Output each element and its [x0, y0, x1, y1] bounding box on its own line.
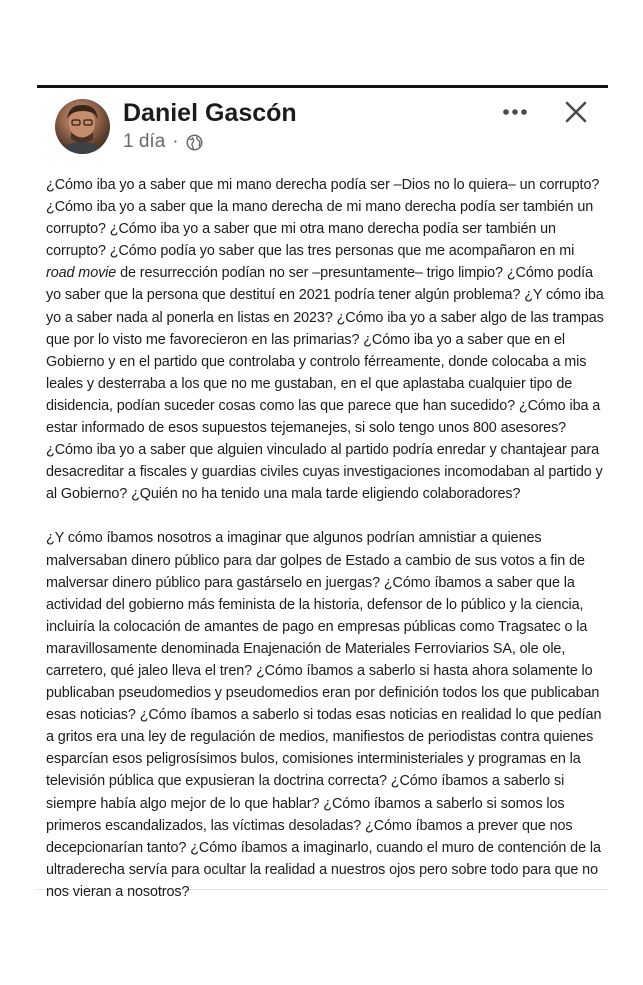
avatar[interactable] — [55, 99, 110, 154]
close-icon — [562, 98, 590, 126]
globe-icon — [186, 134, 203, 151]
more-options-button[interactable] — [498, 100, 532, 124]
author-name[interactable]: Daniel Gascón — [123, 99, 297, 127]
post-paragraph-1-italic: road movie — [46, 265, 117, 282]
more-horizontal-icon — [502, 108, 528, 116]
close-button[interactable] — [562, 98, 590, 126]
post-paragraph-1-part: de resurrección podían no ser –presuntamente– trigo limpio? ¿Cómo podía yo saber que la persona que destituí en 2021 podría tener algún problema? ¿Y cómo iba yo a saber nada al ponerla en listas en 2023? ¿Cómo iba yo a saber algo de las trampas que por lo visto me favorecieron en las primarias? ¿Cómo iba yo a saber que en el Gobierno y en el partido que controlaba y controlo férreamente, donde colocaba a mis leales y desterraba a los que no me gustaban, en el que aplastaba cualquier tipo de disidencia, podían suceder cosas como las que parece que han sucedido? ¿Cómo iba a estar informado de esos supuestos tejemanejes, si solo tengo unos 800 asesores? ¿Cómo iba yo a saber que alguien vinculado al partido podría enredar y chantajear para desacreditar a fiscales y guardias civiles cuyas investigaciones incomodaban al partido y al Gobierno? ¿Quién no ha tenido una mala tarde eligiendo colaboradores? — [46, 265, 604, 503]
avatar-photo — [55, 99, 110, 154]
post-paragraph-1 — [46, 174, 606, 505]
post-time[interactable]: 1 día — [123, 131, 166, 152]
post-paragraph-2: ¿Y cómo íbamos nosotros a imaginar que algunos podrían amnistiar a quienes malversaban dinero público para dar golpes de Estado a cambio de sus votos a fin de malversar dinero público para gastárselo en juergas? ¿Cómo íbamos a saber que la actividad del gobierno más feminista de la historia, defensor de lo público y la ciencia, incluiría la colocación de amantes de pago en empresas públicas como Tragsatec o la maravillosamente denominada Enajenación de Materiales Ferroviarios SA, ole ole, carretero, qué jaleo lleva el tren? ¿Cómo íbamos a saberlo si hasta ahora solamente lo publicaban pseudomedios y pseudomedios eran por definición todos los que publicaban esas noticias? ¿Cómo íbamos a saberlo si todas esas noticias en realidad lo que pedían a gritos era una ley de regulación de medios, manifiestos de periodistas contra quienes esparcían esos peligrosísimos bulos, comisiones interministeriales y programas en la televisión pública que expusieran la doctrina correcta? ¿Cómo íbamos a saberlo si siempre había algo mejor de lo que hablar? ¿Cómo íbamos a saberlo si somos los primeros escandalizados, las víctimas desoladas? ¿Cómo íbamos a prever que nos decepcionarían tanto? ¿Cómo íbamos a imaginarlo, cuando el muro de contención de la ultraderecha servía para ocultar la realidad a nuestros ojos pero sobre todo para que no nos vieran a nosotros? — [46, 530, 602, 900]
post-paragraph-1-part: ¿Cómo iba yo a saber que mi mano derecha podía ser –Dios no lo quiera– un corrupto? ¿Cómo iba yo a saber que la mano derecha de mi mano derecha podía ser también un corrupto? ¿Cómo iba yo a saber que mi otra mano derecha podía ser también un corrupto? ¿Cómo podía yo saber que las tres personas que me acompañaron en mi — [46, 177, 600, 260]
post-meta — [123, 131, 203, 153]
post-body — [46, 174, 606, 903]
meta-separator: · — [172, 131, 179, 152]
